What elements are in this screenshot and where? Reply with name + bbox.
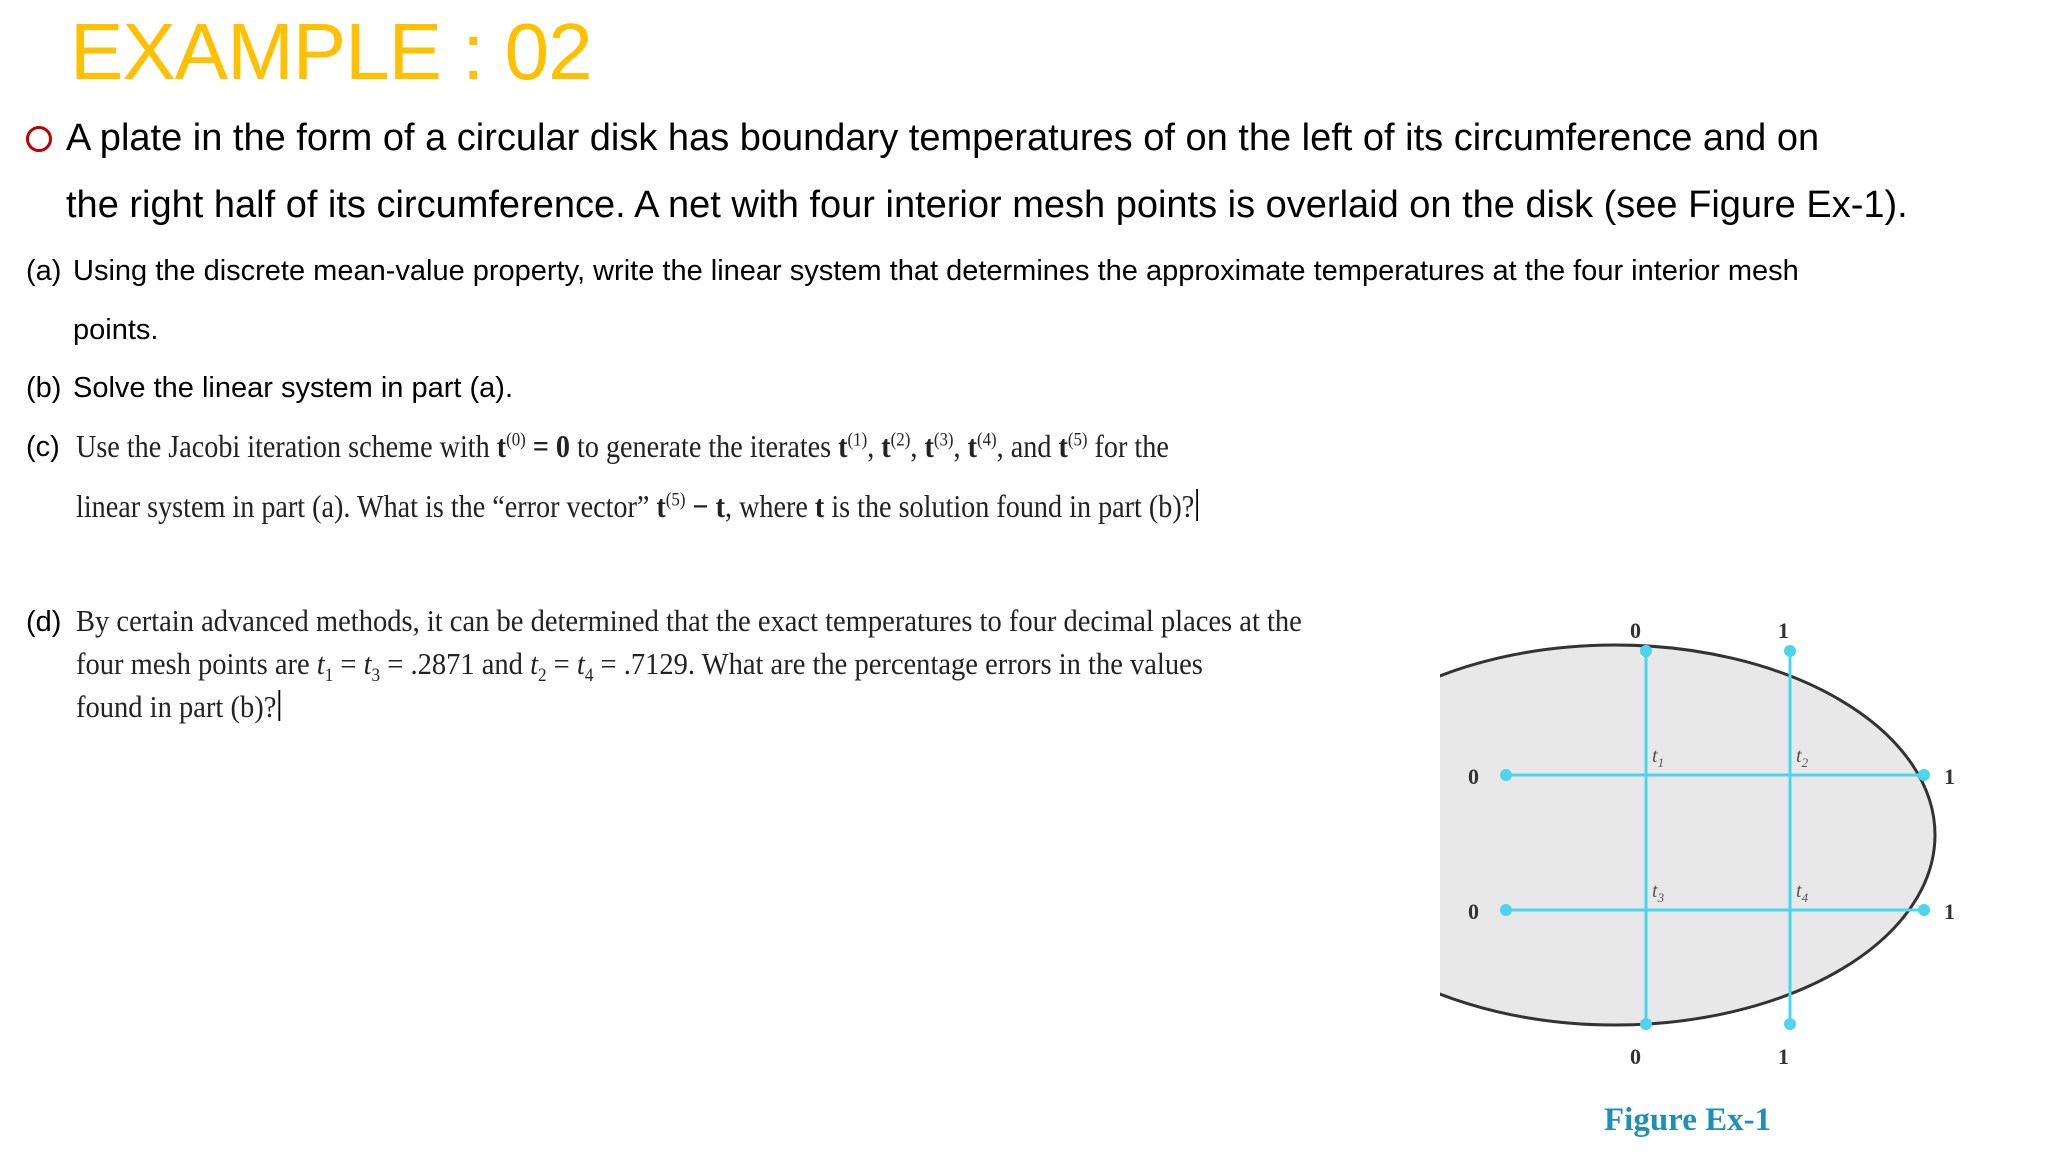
- disk-figure: [1440, 600, 2000, 1150]
- mesh-label-t1: $t_1$: [1652, 745, 1665, 770]
- boundary-point: [1500, 904, 1512, 916]
- d-t3: t: [363, 646, 372, 681]
- c-t1: t: [838, 428, 848, 464]
- d-t4: t: [576, 646, 585, 681]
- c-t0: t: [496, 428, 507, 464]
- c-t4: t: [967, 428, 977, 464]
- disk-ellipse: [1440, 645, 1935, 1025]
- d-s3: 3: [371, 665, 381, 687]
- boundary-point: [1784, 645, 1796, 657]
- part-b-label: (b): [26, 372, 62, 404]
- c-text-f: is the solution found in part (b)?: [824, 488, 1195, 524]
- d-t1: t: [316, 646, 325, 681]
- boundary-point: [1918, 904, 1930, 916]
- part-d-line-2: [76, 646, 1203, 687]
- bullet-circle-icon: [26, 126, 52, 152]
- c-t2: t: [881, 428, 891, 464]
- c-comma-2: ,: [910, 428, 925, 464]
- d-s4: 4: [584, 665, 594, 687]
- d-eq-3: =: [546, 646, 577, 681]
- part-d-line-3: [76, 689, 280, 725]
- d-eq-4: =: [593, 646, 624, 681]
- mesh-label-t4: $t_4$: [1796, 880, 1809, 905]
- c-sup3: (3): [933, 429, 954, 451]
- c-and: , and: [996, 428, 1059, 464]
- part-a-line-2: points.: [73, 314, 159, 346]
- top-label-left: 0: [1630, 618, 1641, 643]
- part-c-label: (c): [26, 431, 60, 463]
- figure-caption: Figure Ex-1: [1604, 1102, 1772, 1138]
- c-text-e: , where: [725, 488, 815, 524]
- c-t3: t: [924, 428, 934, 464]
- c-sup5b: (5): [665, 489, 686, 511]
- text-cursor: [1196, 489, 1198, 521]
- bottom-label-right: 1: [1778, 1044, 1789, 1069]
- d-text-a: four mesh points are: [76, 646, 317, 681]
- c-comma-1: ,: [867, 428, 882, 464]
- c-text-a: Use the Jacobi iteration scheme with: [76, 428, 497, 464]
- left-label-bottom: 0: [1468, 899, 1479, 924]
- d-val1: .2871: [410, 646, 475, 681]
- d-eq-1: =: [333, 646, 364, 681]
- c-sup4: (4): [976, 429, 997, 451]
- intro-line-2: the right half of its circumference. A net with four interior mesh points is overlaid on the disk (see Figure Ex-1).: [66, 184, 1908, 226]
- d-val2: .7129: [623, 646, 688, 681]
- mesh-label-t2: $t_2$: [1796, 745, 1809, 770]
- c-t5: t: [1058, 428, 1068, 464]
- right-label-bottom: 1: [1944, 899, 1955, 924]
- c-sup1: (1): [847, 429, 868, 451]
- intro-line-1: A plate in the form of a circular disk has boundary temperatures of on the left of its circumference and on: [66, 117, 1820, 159]
- d-eq-2: =: [380, 646, 411, 681]
- mesh-label-t3: $t_3$: [1652, 880, 1665, 905]
- c-comma-3: ,: [953, 428, 968, 464]
- boundary-point: [1640, 645, 1652, 657]
- d-t2: t: [530, 646, 538, 681]
- part-a-line-1: Using the discrete mean-value property, write the linear system that determines the approximate temperatures at the four interior mesh: [73, 255, 1799, 287]
- c-sup2: (2): [890, 429, 911, 451]
- d-s2: 2: [537, 665, 547, 687]
- c-t5b: t: [656, 488, 666, 524]
- c-minus-t: − t: [685, 488, 725, 524]
- d-text-c: found in part (b)?: [76, 689, 277, 724]
- part-a-label: (a): [26, 255, 62, 287]
- boundary-point: [1500, 769, 1512, 781]
- part-c-line-1: [76, 428, 1169, 465]
- c-sup0: (0): [506, 429, 526, 451]
- boundary-point: [1918, 769, 1930, 781]
- bottom-label-left: 0: [1630, 1044, 1641, 1069]
- c-t-sol: t: [814, 488, 825, 524]
- c-eq-zero: = 0: [525, 428, 570, 464]
- part-d-label: (d): [26, 606, 62, 638]
- d-text-b: . What are the percentage errors in the values: [687, 646, 1203, 681]
- c-sup5: (5): [1067, 429, 1088, 451]
- part-b-text: Solve the linear system in part (a).: [73, 372, 514, 404]
- part-d-line-1: By certain advanced methods, it can be determined that the exact temperatures to four decimal places at the: [76, 603, 1302, 638]
- page-title: EXAMPLE : 02: [70, 7, 592, 96]
- part-c-line-2: [76, 488, 1198, 525]
- c-text-b: to generate the iterates: [569, 428, 839, 464]
- c-text-d: linear system in part (a). What is the “error vector”: [76, 488, 657, 524]
- d-and: and: [474, 646, 531, 681]
- text-cursor-2: [278, 690, 280, 721]
- c-text-c: for the: [1087, 428, 1169, 464]
- left-label-top: 0: [1468, 764, 1479, 789]
- boundary-point: [1640, 1018, 1652, 1030]
- right-label-top: 1: [1944, 764, 1955, 789]
- top-label-right: 1: [1778, 618, 1789, 643]
- d-s1: 1: [324, 665, 334, 687]
- boundary-point: [1784, 1018, 1796, 1030]
